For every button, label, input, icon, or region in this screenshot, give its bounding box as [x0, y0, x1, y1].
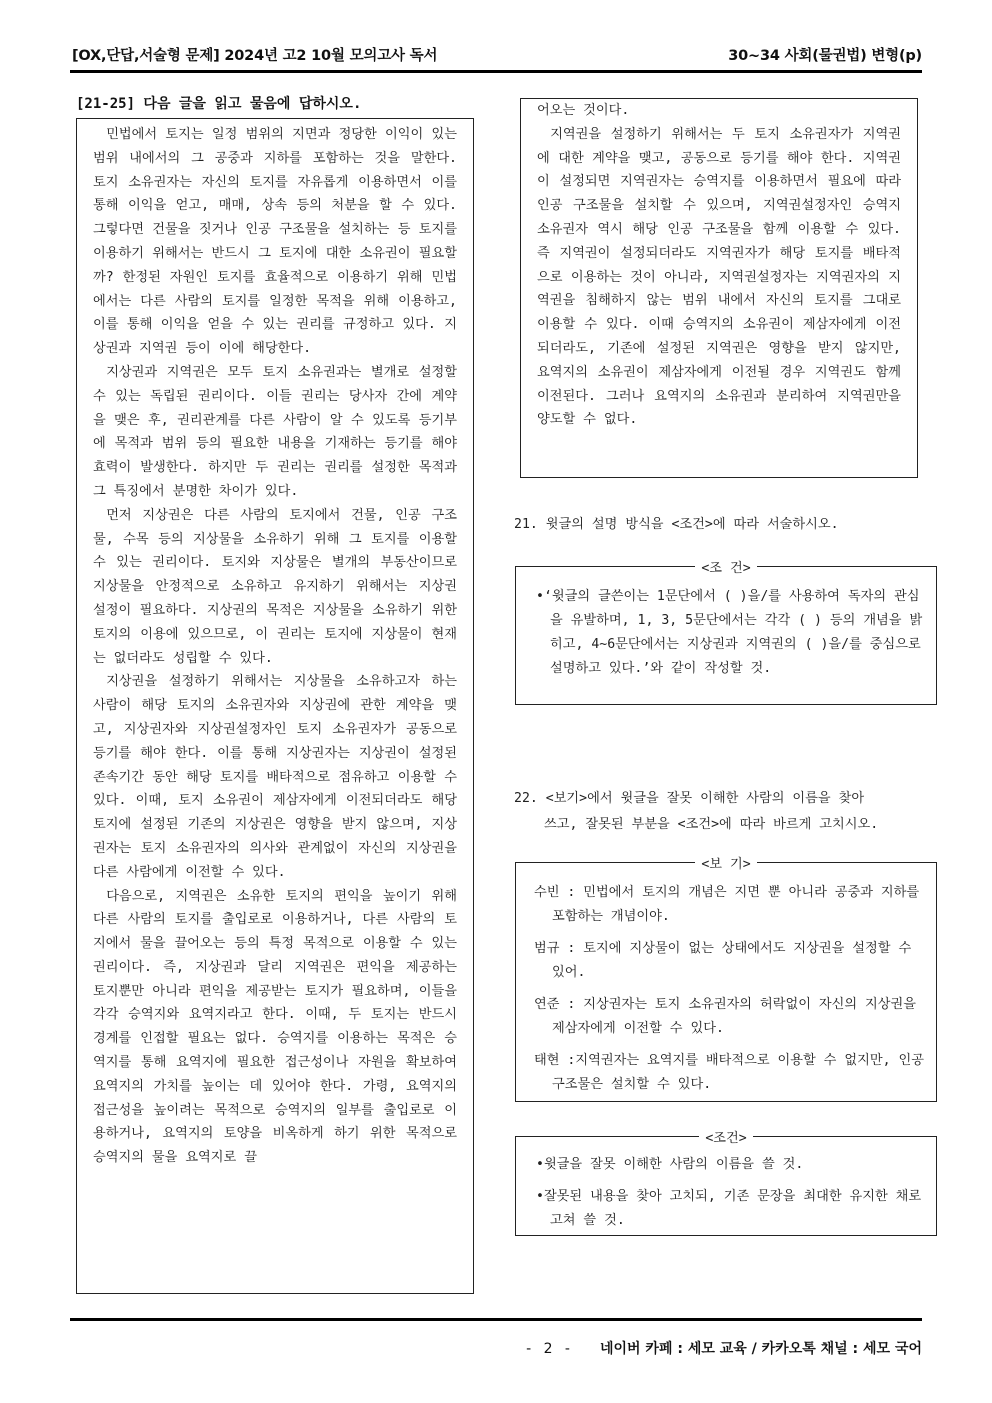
question-22-line1: 22. <보기>에서 윗글을 잘못 이해한 사람의 이름을 찾아	[514, 791, 865, 806]
passage-left-column	[76, 118, 474, 1294]
example-item: 연준 : 지상권자는 토지 소유권자의 허락없이 자신의 지상권을 제삼자에게 이전할 수 있다.	[534, 997, 916, 1036]
question-heading: [21-25] 다음 글을 읽고 물음에 답하시오.	[76, 96, 362, 112]
q22-condition-item: •잘못된 내용을 찾아 고치되, 기존 문장을 최대한 유지한 채로 고쳐 쓸 것.	[536, 1189, 922, 1228]
q21-condition-label: <조 건>	[516, 557, 936, 581]
passage-paragraph: 지상권을 설정하기 위해서는 지상물을 소유하고자 하는 사람이 해당 토지의 소유권자와 지상권에 관한 계약을 맺고, 지상권자와 지상권설정자인 토지 소유권자가 공동으로 등기를 해야 한다. 이를 통해 지상권자는 지상권이 설정된 존속기간 동안 해당 토지를 배타적으로 점유하고 이용할 수 있다. 이때, 토지 소유권이 제삼자에게 이전되더라도 해당 토지에 설정된 기존의 지상권은 영향을 받지 않으며, 지상권자는 토지 소유권자의 의사와 관계없이 자신의 지상권을 다른 사람에게 이전할 수 있다.	[93, 674, 457, 880]
q22-example-label: <보 기>	[516, 853, 936, 877]
example-item: 범규 : 토지에 지상물이 없는 상태에서도 지상권을 설정할 수 있어.	[534, 941, 912, 980]
passage-paragraph: 다음으로, 지역권은 소유한 토지의 편익을 높이기 위해 다른 사람의 토지를 출입로로 이용하거나, 다른 사람의 토지에서 물을 끌어오는 등의 특정 목적으로 이용할 수 있는 권리이다. 즉, 지상권과 달리 지역권은 편익을 제공하는 토지뿐만 아니라 편익을 제공받는 토지가 필요하며, 이들을 각각 승역지와 요역지라고 한다. 이때, 두 토지는 반드시 경계를 인접할 필요는 없다. 승역지를 이용하는 목적은 승역지를 통해 요역지에 필요한 접근성이나 자원을 확보하여 요역지의 가치를 높이는 데 있어야 한다. 가령, 요역지의 접근성을 높이려는 목적으로 승역지의 일부를 출입로로 이용하거나, 요역지의 토양을 비옥하게 하기 위한 목적으로 승역지의 물을 요역지로 끌	[93, 888, 457, 1166]
q22-condition-box	[515, 1131, 937, 1236]
footer-text: 네이버 카페 : 세모 교육 / 카카오톡 채널 : 세모 국어	[599, 1341, 922, 1357]
question-22	[514, 786, 938, 838]
header-subtitle: 30~34 사회(물권법) 변형(p)	[728, 48, 922, 64]
q22-condition-label: <조건>	[516, 1127, 936, 1151]
q21-condition-box	[515, 561, 937, 705]
q21-condition-text: •‘윗글의 글쓴이는 1문단에서 ( )을/를 사용하여 독자의 관심을 유발하며, 1, 3, 5문단에서는 각각 ( ) 등의 개념을 밝히고, 4~6문단에서는 지상권과 지역권의 ( )을/를 중심으로 설명하고 있다.’와 같이 작성할 것.	[536, 589, 923, 676]
example-item: 수빈 : 민법에서 토지의 개념은 지면 뿐 아니라 공중과 지하를 포함하는 개념이야.	[534, 885, 920, 924]
passage-right-column	[520, 98, 918, 478]
header-title: [OX,단답,서술형 문제] 2024년 고2 10월 모의고사 독서	[72, 48, 438, 64]
footer	[526, 1338, 922, 1358]
passage-paragraph: 먼저 지상권은 다른 사람의 토지에서 건물, 인공 구조물, 수목 등의 지상물을 소유하기 위해 그 토지를 이용할 수 있는 권리이다. 토지와 지상물은 별개의 부동산이므로 지상물을 안정적으로 소유하고 유지하기 위해서는 지상권 설정이 필요하다. 지상권의 목적은 지상물을 소유하기 위한 토지의 이용에 있으므로, 이 권리는 토지에 지상물이 현재는 없더라도 성립할 수 있다.	[93, 507, 457, 666]
question-22-line2: 쓰고, 잘못된 부분을 <조건>에 따라 바르게 고치시오.	[544, 817, 879, 832]
q22-example-box	[515, 857, 937, 1102]
q22-condition-item: •윗글을 잘못 이해한 사람의 이름을 쓸 것.	[536, 1157, 804, 1172]
example-item: 태현 :지역권자는 요역지를 배타적으로 이용할 수 없지만, 인공 구조물은 설치할 수 있다.	[534, 1053, 924, 1092]
page-number: - 2 -	[526, 1341, 574, 1357]
passage-paragraph: 지역권을 설정하기 위해서는 두 토지 소유권자가 지역권에 대한 계약을 맺고, 공동으로 등기를 해야 한다. 지역권이 설정되면 지역권자는 승역지를 이용하면서 필요에 따라 인공 구조물을 설치할 수 있으며, 지역권설정자인 승역지 소유권자 역시 해당 인공 구조물을 함께 이용할 수 있다. 즉 지역권이 설정되더라도 지역권자가 해당 토지를 배타적으로 이용하는 것이 아니라, 지역권설정자는 지역권자의 지역권을 침해하지 않는 범위 내에서 자신의 토지를 그대로 이용할 수 있다. 이때 승역지의 소유권이 제삼자에게 이전되더라도, 기존에 설정된 지역권은 영향을 받지 않지만, 요역지의 소유권이 제삼자에게 이전될 경우 지역권도 함께 이전된다. 그러나 요역지의 소유권과 분리하여 지역권만을 양도할 수 없다.	[537, 126, 901, 428]
passage-paragraph: 지상권과 지역권은 모두 토지 소유권과는 별개로 설정할 수 있는 독립된 권리이다. 이들 권리는 당사자 간에 계약을 맺은 후, 권리관계를 다른 사람이 알 수 있도록 등기부에 목적과 범위 등의 필요한 내용을 기재하는 등기를 해야 효력이 발생한다. 하지만 두 권리는 권리를 설정한 목적과 그 특징에서 분명한 차이가 있다.	[93, 364, 457, 499]
passage-paragraph: 민법에서 토지는 일정 범위의 지면과 정당한 이익이 있는 범위 내에서의 그 공중과 지하를 포함하는 것을 말한다. 토지 소유권자는 자신의 토지를 자유롭게 이용하면서 이를 통해 이익을 얻고, 매매, 상속 등의 처분을 할 수 있다. 그렇다면 건물을 짓거나 인공 구조물을 설치하는 등 토지를 이용하기 위해서는 반드시 그 토지에 대한 소유권이 필요할까? 한정된 자원인 토지를 효율적으로 이용하기 위해 민법에서는 다른 사람의 토지를 일정한 목적을 위해 이용하고, 이를 통해 이익을 얻을 수 있는 권리를 규정하고 있다. 지상권과 지역권 등이 이에 해당한다.	[93, 127, 457, 357]
top-rule	[70, 70, 922, 73]
passage-paragraph-continued: 어오는 것이다.	[537, 103, 630, 118]
question-21: 21. 윗글의 설명 방식을 <조건>에 따라 서술하시오.	[514, 517, 839, 532]
bottom-rule	[70, 1318, 922, 1321]
